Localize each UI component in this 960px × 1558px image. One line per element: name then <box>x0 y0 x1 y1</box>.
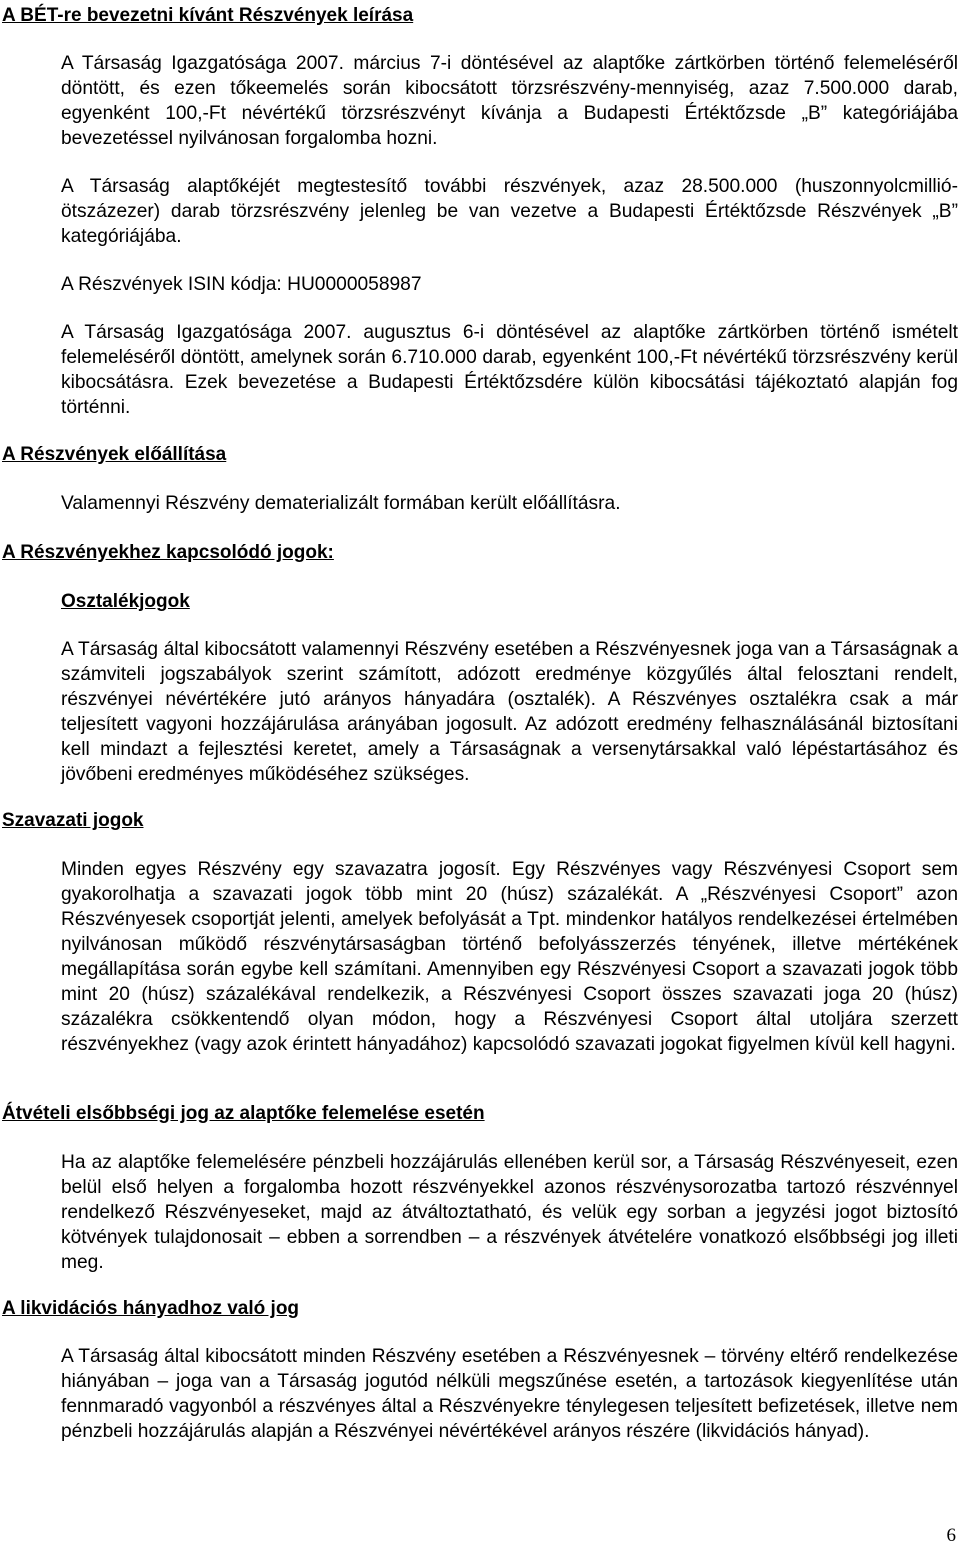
paragraph-isin-code: A Részvények ISIN kódja: HU0000058987 <box>61 274 422 295</box>
paragraph-voting-rights: Minden egyes Részvény egy szavazatra jogosít. Egy Részvényes vagy Részvényesi Csoport sem gyakorolhatja a szavazati jogok több mint 20 (húsz) százalékát. A „Részvényesi Csoport” azon Részvényesek csoportját jelenti, amelyek befolyását a Tpt. mindenkor hatályos rendelkezései értelmében nyilvánosan működő részvénytársaságban történő befolyásszerzés tényének, illetve mértékének megállapítása során egybe kell számítani. Amennyiben egy Részvényesi Csoport a szavazati jogok több mint 20 (húsz) százalékával rendelkezik, a Részvényesi Csoport összes szavazati joga 20 (húsz) százalékra csökkentendő olyan módon, hogy a Részvényesi Csoport által utoljára szerzett részvényekhez (vagy azok érintett hányadához) kapcsolódó szavazati jogokat figyelmen kívül kell hagyni. <box>61 859 958 1055</box>
paragraph-preemption-right: Ha az alaptőke felemelésére pénzbeli hozzájárulás ellenében kerül sor, a Társaság Részvényeseit, ezen belül első helyen a forgalomba hozott részvényekkel azonos részvénysorozatba tartozó részvénnyel rendelkező Részvényeseket, majd az átváltoztatható, és velük egy sorban a jegyzési jogot biztosító kötvények tulajdonosait – ebben a sorrendben – a részvények átvételére vonatkozó elsőbbségi jog illeti meg. <box>61 1152 958 1273</box>
paragraph-existing-shares: A Társaság alaptőkéjét megtestesítő további részvények, azaz 28.500.000 (huszonnyolcmillió-ötszázezer) darab törzsrészvény jelenleg be van vezetve a Budapesti Értéktőzsde Részvények „B” kategóriájába. <box>61 176 958 247</box>
paragraph-liquidation-share: A Társaság által kibocsátott minden Részvény esetében a Részvényesnek – törvény eltérő rendelkezése hiányában – joga van a Társaság jogutód nélküli megszűnése esetén, a tartozások kiegyenlítése után fennmaradó vagyonból a részvényes által a Részvényekre ténylegesen teljesített befizetések, illetve nem pénzbeli hozzájárulás alapján a Részvényei névértékével arányos részére (likvidációs hányad). <box>61 1346 958 1442</box>
section-heading-liquidation-share: A likvidációs hányadhoz való jog <box>2 1298 300 1319</box>
paragraph-dividend-rights: A Társaság által kibocsátott valamennyi Részvény esetében a Részvényesnek joga van a Társaságnak a számviteli jogszabályok szerint számított, adózott eredménye közgyűlés által felosztani rendelt, részvényei névértékére jutó arányos hányadára (osztalék). A Részvényes osztalékra csak a már teljesített vagyoni hozzájárulása arányában jogosult. Az adózott eredmény felhasználásánál biztosítani kell mindazt a fejlesztési keretet, amely a Társaságnak a versenytársakkal való lépéstartásához és jövőbeni eredményes működéséhez szükséges. <box>61 639 958 785</box>
section-heading-voting-rights: Szavazati jogok <box>2 810 144 831</box>
paragraph-capital-increase-august: A Társaság Igazgatósága 2007. augusztus 6-i döntésével az alaptőke zártkörben történő ismételt felemeléséről döntött, amelynek során 6.710.000 darab, egyenként 100,-Ft névértékű törzsrészvény kerül kibocsátásra. Ezek bevezetése a Budapesti Értéktőzsdére külön kibocsátási tájékoztató alapján fog történni. <box>61 322 958 418</box>
section-heading-share-production: A Részvények előállítása <box>2 444 227 465</box>
section-heading-bet-shares: A BÉT-re bevezetni kívánt Részvények leírása <box>2 5 414 26</box>
subheading-dividend-rights: Osztalékjogok <box>61 591 190 612</box>
section-heading-preemption-right: Átvételi elsőbbségi jog az alaptőke felemelése esetén <box>2 1103 485 1124</box>
page-number: 6 <box>946 1525 956 1546</box>
paragraph-dematerialized: Valamennyi Részvény dematerializált formában került előállításra. <box>61 493 621 514</box>
section-heading-share-rights: A Részvényekhez kapcsolódó jogok: <box>2 542 334 563</box>
paragraph-capital-increase-march: A Társaság Igazgatósága 2007. március 7-i döntésével az alaptőke zártkörben történő felemeléséről döntött, és ezen tőkeemelés során kibocsátott törzsrészvény-mennyiség, azaz 7.500.000 darab, egyenként 100,-Ft névértékű törzsrészvényt kívánja a Budapesti Értéktőzsde „B” kategóriájába bevezetéssel nyilvánosan forgalomba hozni. <box>61 53 958 149</box>
